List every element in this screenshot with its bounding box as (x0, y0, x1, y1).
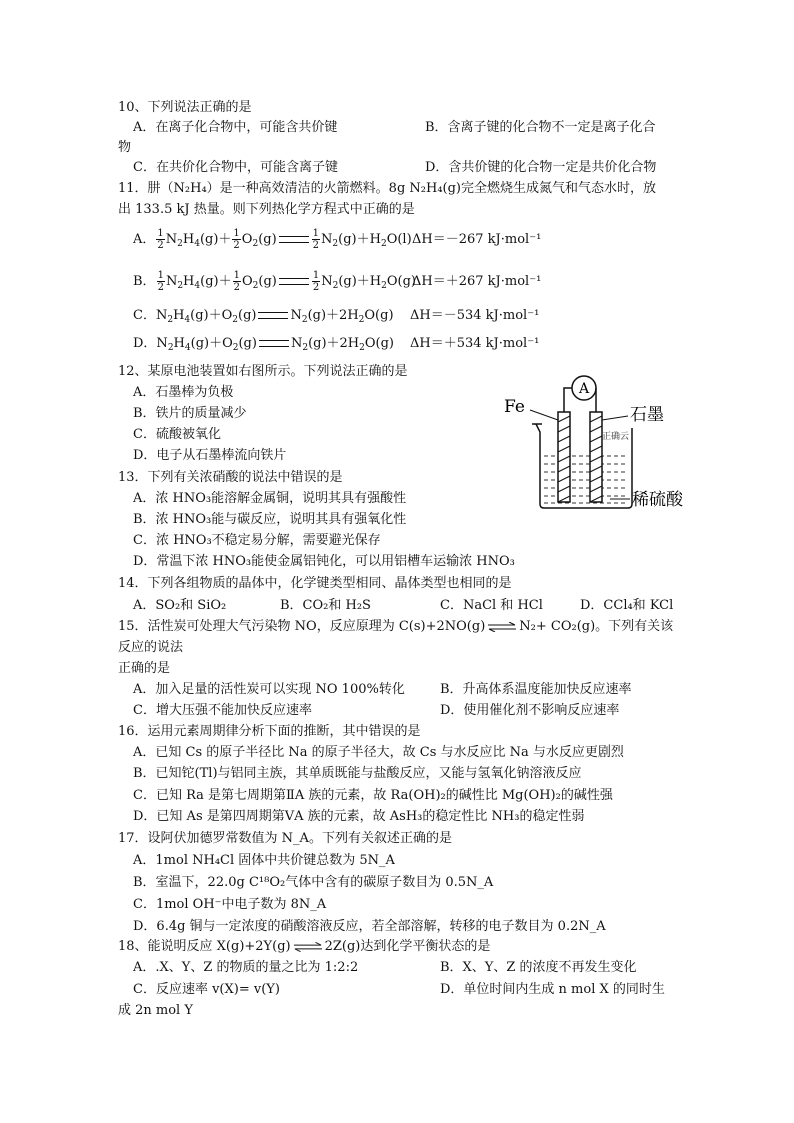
solution-liquid (544, 456, 628, 503)
q16-option-a: A．已知 Cs 的原子半径比 Na 的原子半径大，故 Cs 与水反应比 Na 与水反应更剧烈 (133, 745, 624, 760)
q18-option-a: A．.X、Y、Z 的物质的量之比为 1:2:2 (133, 960, 359, 975)
q17-stem: 17．设阿伏加德罗常数值为 N_A。下列有关叙述正确的是 (118, 831, 452, 846)
q17-option-d: D．6.4g 铜与一定浓度的硝酸溶液反应，若全部溶解，转移的电子数目为 0.2N_A (133, 919, 606, 934)
q18-option-d-continued: 成 2n mol Y (118, 1003, 193, 1018)
q10-option-b: B．含离子键的化合物不一定是离子化合 (425, 120, 656, 135)
q14-option-b: B．CO₂和 H₂S (280, 598, 371, 613)
q12-option-d: D．电子从石墨棒流向铁片 (133, 448, 287, 463)
fraction-half: $\frac{1}{2}$ (233, 228, 240, 251)
q15-stem-part1: 15．活性炭可处理大气污染物 NO，反应原理为 C(s)+2NO(g) (118, 619, 486, 634)
q17-option-b: B．室温下，22.0g C¹⁸O₂气体中含有的碳原子数目为 0.5N_A (133, 875, 494, 890)
q15-stem-part2: N₂+ CO₂(g)。下列有关该 (519, 619, 674, 634)
equals-sign-icon (279, 236, 309, 243)
q15-option-c: C．增大压强不能加快反应速率 (133, 703, 312, 718)
q17-option-a: A．1mol NH₄Cl 固体中共价键总数为 5N_A (133, 853, 395, 868)
fraction-half: $\frac{1}{2}$ (233, 270, 240, 293)
galvanic-cell-diagram (500, 372, 705, 517)
label-dilute-sulfuric-acid: 稀硫酸 (632, 490, 683, 510)
q12-option-b: B．铁片的质量减少 (133, 406, 247, 421)
equals-sign-icon (259, 340, 289, 347)
q13-option-a: A．浓 HNO₃能溶解金属铜，说明其具有强酸性 (133, 491, 407, 506)
fraction-half: $\frac{1}{2}$ (157, 270, 164, 293)
q15-option-d: D．使用催化剂不影响反应速率 (440, 703, 620, 718)
q11-option-c-label: C． (133, 308, 156, 323)
q18-option-c: C．反应速率 v(X)= v(Y) (133, 982, 280, 997)
q18-stem-part1: 18、能说明反应 X(g)+2Y(g) (118, 939, 291, 954)
q13-option-c: C．浓 HNO₃不稳定易分解，需要避光保存 (133, 533, 381, 548)
leader-fe (530, 410, 558, 420)
q13-option-b: B．浓 HNO₃能与碳反应，说明其具有强氧化性 (133, 512, 407, 527)
equals-sign-icon (279, 278, 309, 285)
label-fe: Fe (504, 397, 525, 417)
q11-option-a-label: A． (133, 232, 156, 247)
q13-option-d: D．常温下浓 HNO₃能使金属铝钝化，可以用铝槽车运输浓 HNO₃ (133, 554, 515, 569)
q11-stem-line1: 11．肼（N₂H₄）是一种高效清洁的火箭燃料。8g N₂H₄(g)完全燃烧生成氮气和气态水时，放 (118, 181, 657, 196)
q18-option-d: D．单位时间内生成 n mol X 的同时生 (440, 982, 665, 997)
q16-option-c: C．已知 Ra 是第七周期第ⅡA 族的元素，故 Ra(OH)₂的碱性比 Mg(OH)₂的碱性强 (133, 788, 613, 803)
q14-stem: 14．下列各组物质的晶体中，化学键类型相同、晶体类型也相同的是 (118, 576, 512, 591)
q18-stem-part2: 2Z(g)达到化学平衡状态的是 (324, 939, 491, 954)
q10-stem: 10、下列说法正确的是 (118, 100, 252, 115)
q11-option-d-dh: ΔH＝＋534 kJ·mol⁻¹ (410, 336, 540, 351)
q11-option-d: D．$N_2H_4(g)+O_2(g)$ $N_2(g)+2H_2O(g)$ (133, 336, 394, 353)
q11-option-a-dh: ΔH＝－267 kJ·mol⁻¹ (412, 232, 542, 247)
q16-option-b: B．已知铊(Tl)与铝同主族，其单质既能与盐酸反应，又能与氢氧化钠溶液反应 (133, 766, 582, 781)
leader-graphite (602, 416, 628, 420)
q16-stem: 16．运用元素周期律分析下面的推断，其中错误的是 (118, 724, 421, 739)
q12-option-c: C．硫酸被氧化 (133, 427, 221, 442)
q18-stem (118, 937, 490, 957)
q18-option-b: B．X、Y、Z 的浓度不再发生变化 (440, 960, 637, 975)
equilibrium-arrow-icon (487, 622, 517, 632)
q11-option-b-label: B． (133, 274, 156, 289)
q15-option-a: A．加入足量的活性炭可以实现 NO 100%转化 (133, 682, 405, 697)
q16-option-d: D．已知 As 是第四周期第ⅤA 族的元素，故 AsH₃的稳定性比 NH₃的稳定性弱 (133, 809, 585, 824)
q10-option-d: D．含共价键的化合物一定是共价化合物 (425, 160, 657, 175)
fraction-half: $\frac{1}{2}$ (312, 228, 320, 251)
q11-option-b: B． $\frac{1}{2}$ $N_2H_4(g)+$ $\frac{1}{2}$ $O_2(g)$ $\frac{1}{2}$ $N_2(g)+H_2O(g)$ (133, 270, 416, 293)
fraction-half: $\frac{1}{2}$ (157, 228, 164, 251)
wire-left (564, 388, 572, 412)
q11-option-a: A． $\frac{1}{2}$ $N_2H_4(g)+$ $\frac{1}{2}$ $O_2(g)$ $\frac{1}{2}$ $N_2(g)+H_2O(l)$ (133, 228, 412, 251)
q11-stem-line2: 出 133.5 kJ 热量。则下列热化学方程式中正确的是 (118, 202, 415, 217)
q14-option-d: D．CCl₄和 KCl (580, 598, 674, 613)
equilibrium-arrow-icon (293, 942, 323, 952)
q12-stem: 12、某原电池装置如右图所示。下列说法正确的是 (118, 364, 408, 379)
q11-option-c: C．$N_2H_4(g)+O_2(g)$ $N_2(g)+2H_2O(g)$ (133, 308, 394, 325)
fraction-half: $\frac{1}{2}$ (312, 270, 320, 293)
q10-option-c: C．在共价化合物中，可能含离子键 (133, 160, 338, 175)
watermark: 正确云 (602, 432, 630, 442)
q12-option-a: A．石墨棒为负极 (133, 385, 234, 400)
equals-sign-icon (258, 312, 288, 319)
q17-option-c: C．1mol OH⁻中电子数为 8N_A (133, 897, 327, 912)
q14-option-c: C．NaCl 和 HCl (440, 598, 543, 613)
q15-option-b: B．升高体系温度能加快反应速率 (440, 682, 632, 697)
q14-option-a: A．SO₂和 SiO₂ (133, 598, 227, 613)
q11-option-b-dh: ΔH＝＋267 kJ·mol⁻¹ (412, 274, 542, 289)
q11-option-c-dh: ΔH＝－534 kJ·mol⁻¹ (410, 308, 540, 323)
q13-stem: 13．下列有关浓硝酸的说法中错误的是 (118, 470, 343, 485)
q15-stem-line1 (118, 617, 673, 637)
q10-option-b-continued: 物 (118, 140, 132, 155)
q15-stem-line2: 反应的说法 (118, 640, 184, 655)
ammeter-label: A (578, 381, 590, 397)
label-graphite: 石墨 (630, 405, 664, 425)
q15-stem-line3: 正确的是 (118, 661, 171, 676)
q10-option-a: A．在离子化合物中，可能含共价键 (133, 120, 338, 135)
